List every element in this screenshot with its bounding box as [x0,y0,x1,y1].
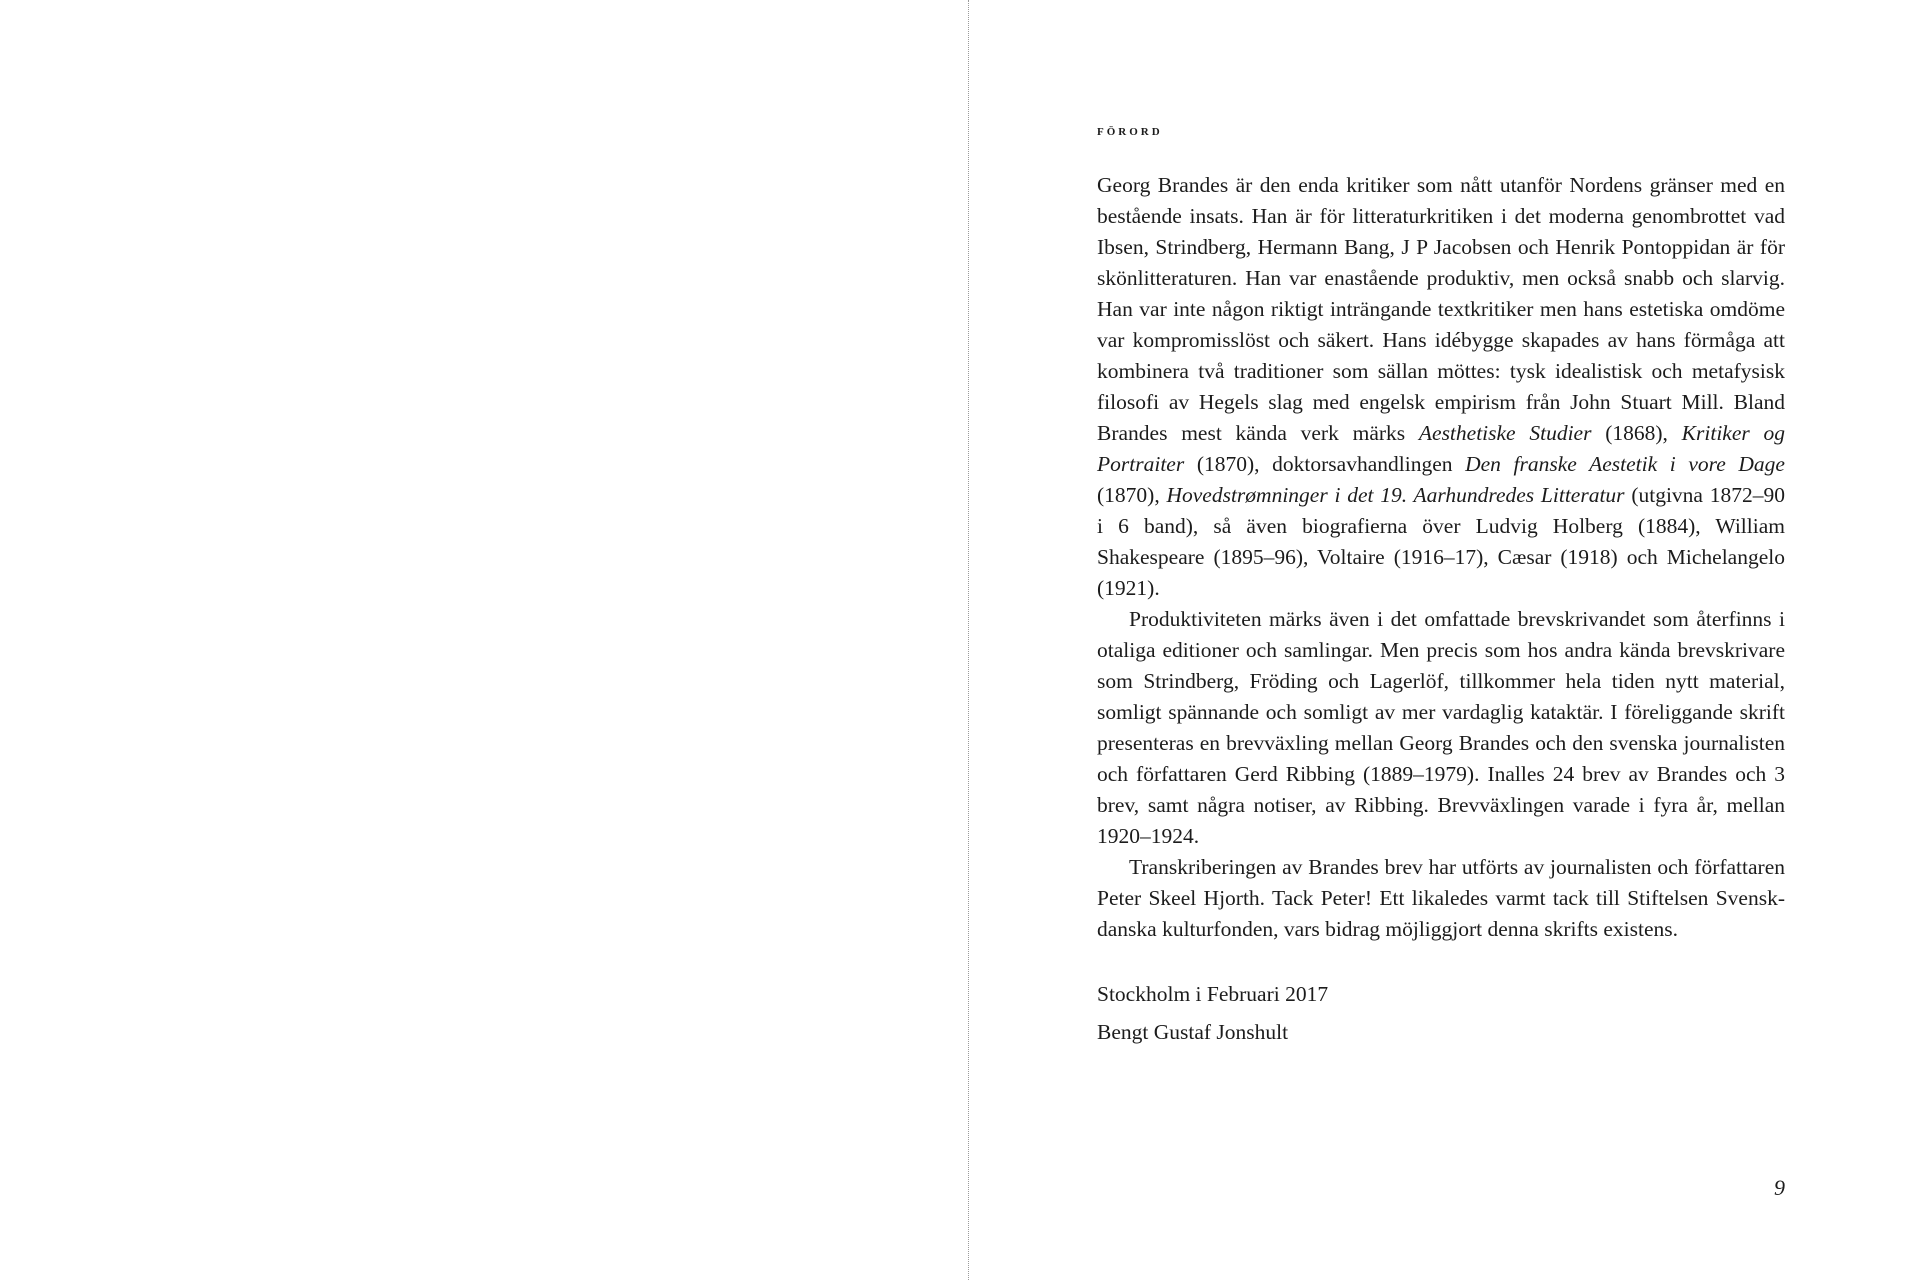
book-title: Hovedstrømninger i det 19. Aarhundredes Litteratur [1166,483,1625,507]
foreword-heading: förord [1097,122,1163,139]
paragraph-text: (1870), [1097,483,1167,507]
paragraph-text: Georg Brandes är den enda kritiker som nått utanför Nordens gränser med en bestående insats. Han är för litteraturkritiken i det moderna genombrottet vad Ibsen, Strindberg, Hermann Bang, J P Jacobsen och Henrik Pontoppidan är för skönlitteraturen. Han var enastående produktiv, men också snabb och slarvig. Han var inte någon riktigt inträngande textkritiker men hans estetiska omdöme var kompromisslöst och säkert. Hans idébygge skapades av hans förmåga att kombinera två traditioner som sällan möttes: tysk idealistisk och metafysisk filosofi av Hegels slag med engelsk empirism från John Stuart Mill. Bland Brandes mest kända verk märks [1097,173,1785,445]
right-page [970,0,1920,1280]
paragraph-text: (1868), [1591,421,1682,445]
signoff [1097,975,1785,1051]
paragraph-text: (utgivna 1872–90 i 6 band), så även biografierna över Ludvig Holberg (1884), William Shakespeare (1895–96), Voltaire (1916–17), Cæsar (1918) och Michelangelo (1921). [1097,483,1785,600]
foreword-body [1097,170,1785,945]
book-title: Kritiker og Portraiter [1097,421,1785,476]
book-title: Aesthetiske Studier [1418,421,1592,445]
page-number: 9 [1774,1175,1785,1200]
paragraph-text: (1870), doktorsavhandlingen [1184,452,1466,476]
foreword-paragraph [1097,852,1785,945]
place-date: Stockholm i Februari 2017 [1097,982,1329,1006]
foreword-paragraph [1097,604,1785,852]
foreword-paragraph [1097,170,1785,604]
author-name: Bengt Gustaf Jonshult [1097,1020,1289,1044]
book-title: Den franske Aestetik i vore Dage [1465,452,1785,476]
page-gutter-divider [968,0,969,1280]
paragraph-text: Produktiviteten märks även i det omfattade brevskrivandet som återfinns i otaliga editioner och samlingar. Men precis som hos andra kända brevskrivare som Strindberg, Fröding och Lagerlöf, tillkommer hela tiden nytt material, somligt spännande och somligt av mer vardaglig kataktär. I föreliggande skrift presenteras en brevväxling mellan Georg Brandes och den svenska journalisten och författaren Gerd Ribbing (1889–1979). Inalles 24 brev av Brandes och 3 brev, samt några notiser, av Ribbing. Brevväxlingen varade i fyra år, mellan 1920–1924. [1097,607,1785,848]
foreword-text-block [1097,120,1785,1051]
paragraph-text: Transkriberingen av Brandes brev har utförts av journalisten och författaren Peter Skeel Hjorth. Tack Peter! Ett likaledes varmt tack till Stiftelsen Svensk-danska kulturfonden, vars bidrag möjliggjort denna skrifts existens. [1097,855,1785,941]
